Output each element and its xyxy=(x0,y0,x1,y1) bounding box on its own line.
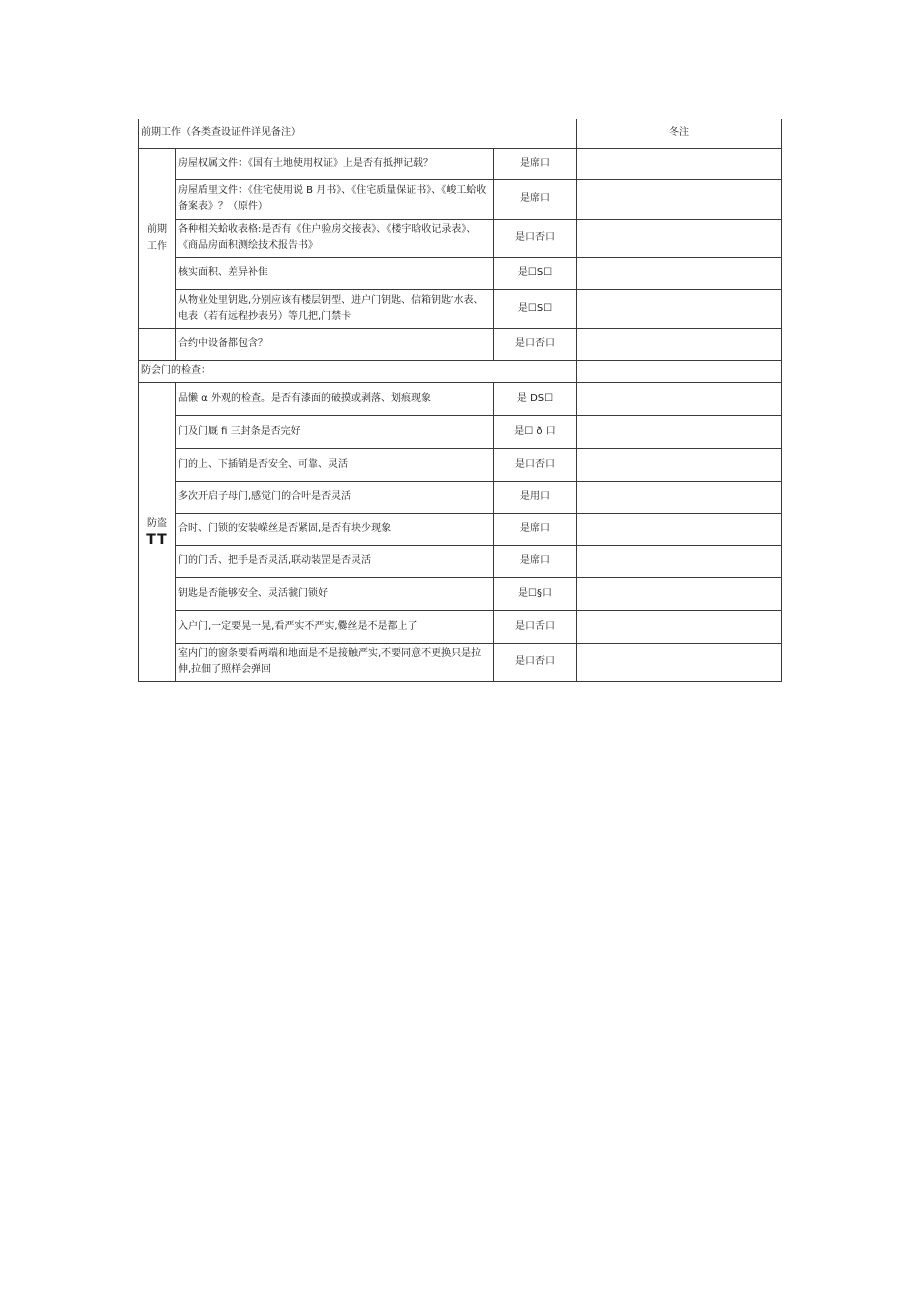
security-door-title: 防会门的检查： xyxy=(139,360,577,382)
check-note[interactable] xyxy=(577,513,782,545)
check-note[interactable] xyxy=(577,289,782,328)
check-result[interactable]: 是席口 xyxy=(494,545,577,577)
check-item: 室内门的窗条要看两端和地面是不是接触严实,不要同意不更换只是拉伸,拉佃了照样会弹回 xyxy=(176,643,494,681)
security-label-line1: 防盗 xyxy=(147,518,167,529)
table-row xyxy=(139,610,782,643)
table-row xyxy=(139,513,782,545)
check-result[interactable]: 是用口 xyxy=(494,481,577,513)
table-row xyxy=(139,382,782,415)
check-item: 门的上、下插销是否安全、可靠、灵活 xyxy=(176,448,494,481)
check-result[interactable]: 是☐S☐ xyxy=(494,289,577,328)
check-result[interactable]: 是口舌口 xyxy=(494,610,577,643)
check-item: 门及门厩 fi 三封条是否完好 xyxy=(176,415,494,448)
check-result[interactable]: 是席口 xyxy=(494,513,577,545)
table-row xyxy=(139,415,782,448)
prework-label-line1: 前期 xyxy=(147,224,167,235)
check-item: 合时、门锁的安装嵘丝是否紧固,是否有块少现象 xyxy=(176,513,494,545)
table-row xyxy=(139,289,782,328)
check-result[interactable]: 是席口 xyxy=(494,148,577,179)
check-item: 门的门舌、把手是否灵活,联动装罡是否灵活 xyxy=(176,545,494,577)
table-row xyxy=(139,545,782,577)
prework-title: 前期工作（各类查设证件详见备注） xyxy=(139,119,577,148)
table-row xyxy=(139,219,782,257)
security-header-row xyxy=(139,360,782,382)
inspection-table xyxy=(138,119,782,682)
check-result[interactable]: 是 DS☐ xyxy=(494,382,577,415)
table-row xyxy=(139,643,782,681)
table-row xyxy=(139,257,782,289)
check-note[interactable] xyxy=(577,415,782,448)
check-result[interactable]: 是口否口 xyxy=(494,643,577,681)
check-note[interactable] xyxy=(577,382,782,415)
note-column-title: 冬注 xyxy=(577,119,782,148)
check-result[interactable]: 是☐ ð 口 xyxy=(494,415,577,448)
security-label-line2: TT xyxy=(146,532,168,548)
check-note[interactable] xyxy=(577,257,782,289)
check-note[interactable] xyxy=(577,577,782,610)
check-result[interactable]: 是席口 xyxy=(494,179,577,219)
check-note[interactable] xyxy=(577,643,782,681)
table-row xyxy=(139,179,782,219)
check-result[interactable]: 是口否口 xyxy=(494,328,577,360)
check-item: 多次开启子母门,感觉门的合叶是否灵活 xyxy=(176,481,494,513)
check-note[interactable] xyxy=(577,328,782,360)
check-item: 入户门,一定要晃一晃,看严实不严实,爨丝是不是都上了 xyxy=(176,610,494,643)
table-row xyxy=(139,577,782,610)
table-row xyxy=(139,148,782,179)
check-note[interactable] xyxy=(577,545,782,577)
prework-label-line2: 工作 xyxy=(147,241,167,252)
check-item: 合约中设备都包含？ xyxy=(176,328,494,360)
table-row xyxy=(139,448,782,481)
check-item: 钥匙是否能够安全、灵活虢门锁好 xyxy=(176,577,494,610)
check-note[interactable] xyxy=(577,219,782,257)
check-result[interactable]: 是口否口 xyxy=(494,219,577,257)
check-note[interactable] xyxy=(577,179,782,219)
check-result[interactable]: 是口否口 xyxy=(494,448,577,481)
check-note[interactable] xyxy=(577,148,782,179)
check-note[interactable] xyxy=(577,448,782,481)
header-row xyxy=(139,119,782,148)
empty-section-cell xyxy=(139,328,176,360)
check-result[interactable]: 是☐S☐ xyxy=(494,257,577,289)
check-item: 各种相关蛤收表格:是否有《住户验房交接表》、《楼宇晗收记录表》、《商品房面积测绘技术报告书》 xyxy=(176,219,494,257)
table-row xyxy=(139,481,782,513)
prework-section-label xyxy=(139,148,176,328)
table-row xyxy=(139,328,782,360)
check-note[interactable] xyxy=(577,610,782,643)
check-item: 房屋权属文件：《国有土地使用权证》上是否有抵押记载？ xyxy=(176,148,494,179)
check-result[interactable]: 是☐§口 xyxy=(494,577,577,610)
security-section-label xyxy=(139,382,176,681)
check-item: 从物业处里钥匙,分别应该有楼层钥型、进户门钥匙、信箱钥匙′水表、电表（若有远程抄表另）等几把,门禁卡 xyxy=(176,289,494,328)
check-item: 房屋盾里文件：《住宅使用说 B 月书》、《住宅质量保证书》、《峻工蛤收备案表》？（原件） xyxy=(176,179,494,219)
check-item: 品懒 α 外观的检查。是否有漆面的破摸或剥落、划痕现象 xyxy=(176,382,494,415)
check-item: 核实面积、差异补隹 xyxy=(176,257,494,289)
check-note[interactable] xyxy=(577,360,782,382)
check-note[interactable] xyxy=(577,481,782,513)
